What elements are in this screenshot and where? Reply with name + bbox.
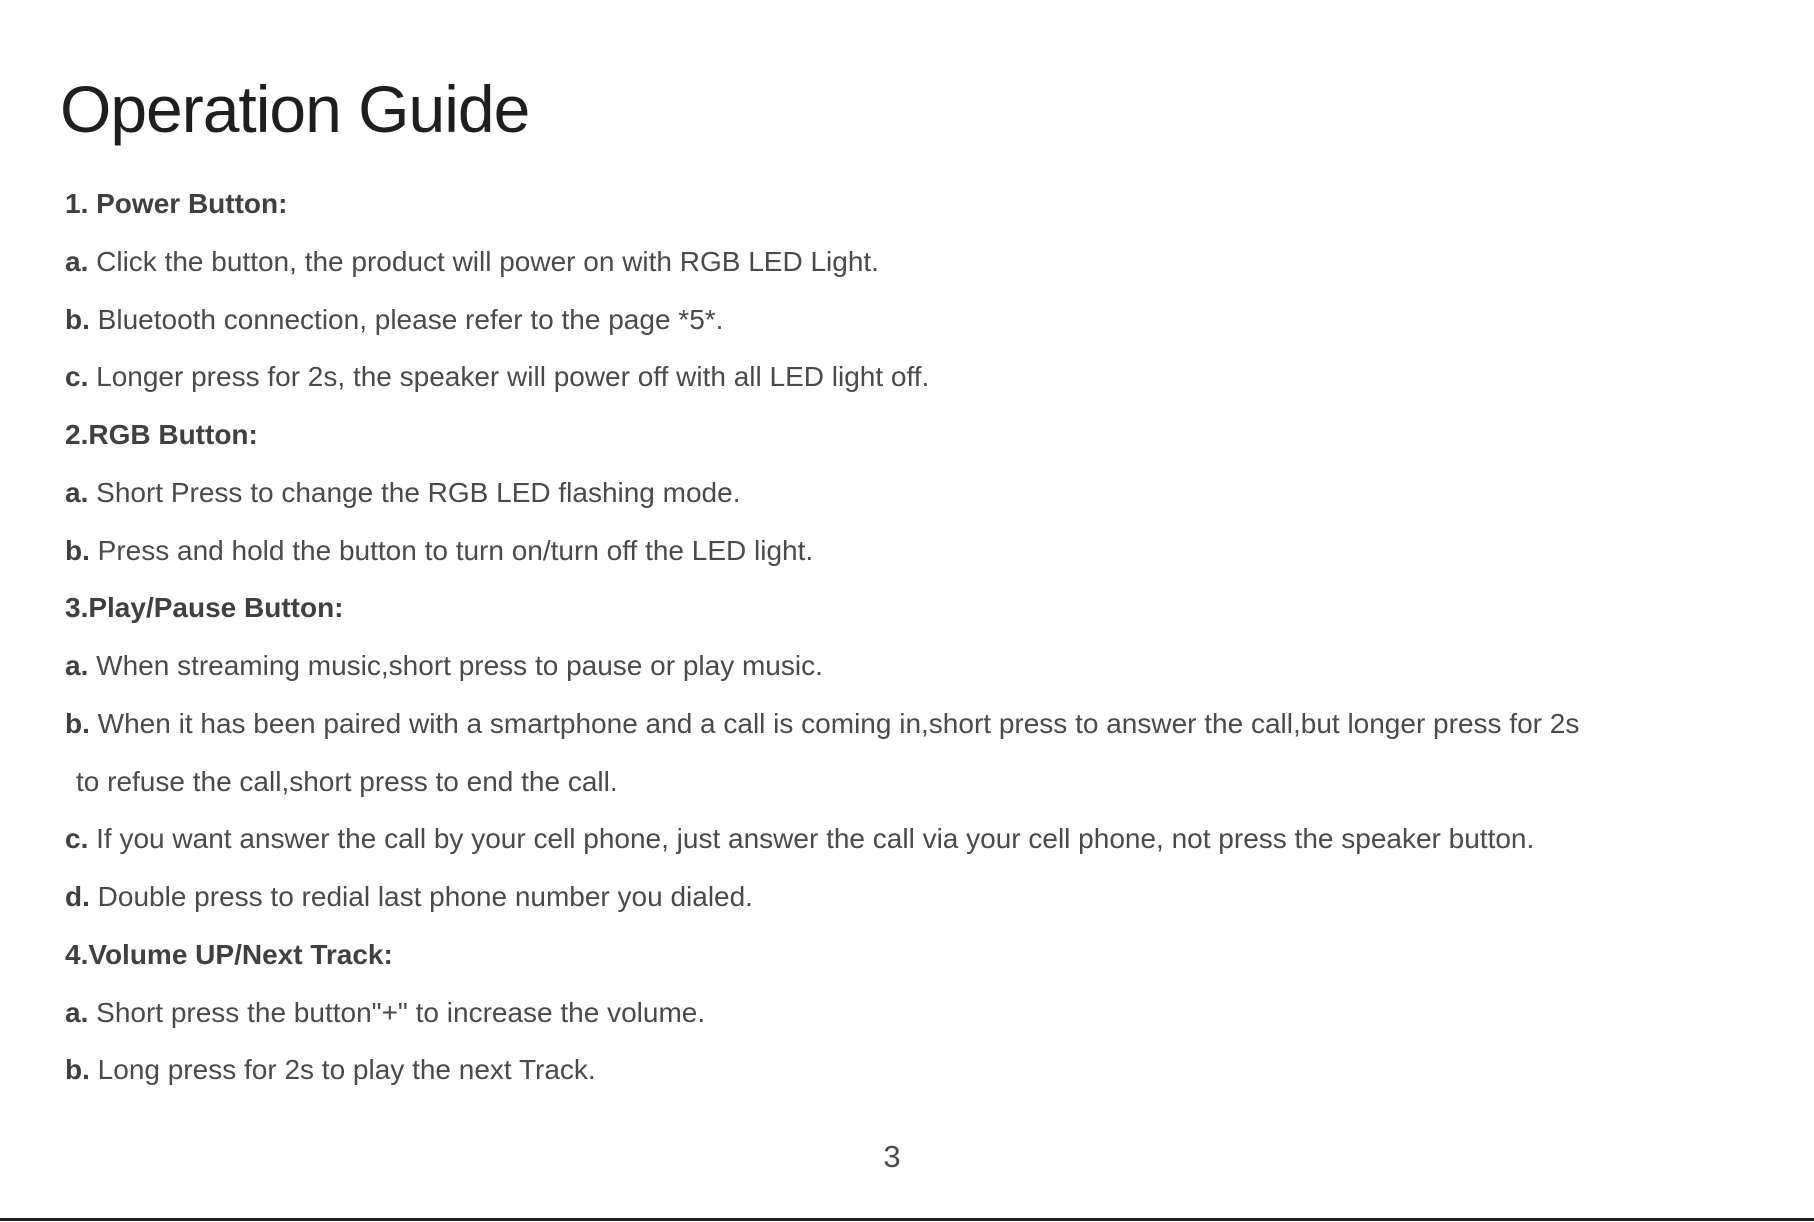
- instruction-item: [65, 702, 1765, 760]
- section-heading-rgb-button: 2.RGB Button:: [65, 419, 258, 450]
- instruction-item: [65, 529, 1765, 587]
- instruction-item: [65, 817, 1765, 875]
- item-text: Press and hold the button to turn on/turn off the LED light.: [89, 534, 814, 566]
- instruction-item: [65, 298, 1765, 356]
- instruction-item-continuation: to refuse the call,short press to end the call.: [76, 765, 618, 797]
- item-text: Short Press to change the RGB LED flashing mode.: [88, 476, 741, 508]
- bottom-divider: [0, 1218, 1814, 1221]
- section-heading-power-button: 1. Power Button:: [65, 188, 288, 219]
- instruction-item: [65, 991, 1765, 1049]
- item-text: If you want answer the call by your cell phone, just answer the call via your cell phone, not press the speaker button.: [88, 823, 1535, 855]
- item-marker: a.: [65, 476, 89, 508]
- item-text: Bluetooth connection, please refer to the page *5*.: [89, 303, 724, 335]
- item-marker: d.: [65, 881, 90, 912]
- item-marker: a.: [65, 245, 89, 277]
- item-text: Double press to redial last phone number you dialed.: [89, 881, 753, 912]
- instruction-item: [65, 471, 1765, 529]
- section-heading-volume-up-next-track: 4.Volume UP/Next Track:: [65, 938, 393, 970]
- item-text: When it has been paired with a smartphone and a call is coming in,short press to answer the call,but longer press for 2s: [89, 707, 1580, 739]
- item-marker: a.: [65, 996, 89, 1028]
- item-marker: b.: [65, 534, 90, 566]
- item-text: Longer press for 2s, the speaker will power off with all LED light off.: [88, 361, 930, 393]
- instruction-item: [65, 1048, 1765, 1106]
- instruction-item: [65, 644, 1765, 702]
- item-marker: b.: [65, 303, 90, 335]
- section-heading-play-pause-button: 3.Play/Pause Button:: [65, 592, 344, 624]
- item-marker: c.: [65, 361, 89, 393]
- item-text: Short press the button"+" to increase the volume.: [88, 996, 706, 1028]
- page-number: 3: [883, 1139, 901, 1174]
- instruction-item: [65, 240, 1765, 298]
- operation-instructions: [65, 182, 1765, 1106]
- item-marker: a.: [65, 650, 89, 681]
- item-marker: b.: [65, 707, 90, 739]
- item-text: Click the button, the product will power on with RGB LED Light.: [88, 245, 879, 277]
- item-marker: b.: [65, 1054, 90, 1086]
- item-marker: c.: [65, 823, 89, 855]
- instruction-item: [65, 875, 1765, 933]
- item-text: When streaming music,short press to pause or play music.: [88, 650, 823, 681]
- item-text: Long press for 2s to play the next Track.: [89, 1054, 596, 1086]
- instruction-item: [65, 355, 1765, 413]
- page-title: Operation Guide: [60, 72, 530, 146]
